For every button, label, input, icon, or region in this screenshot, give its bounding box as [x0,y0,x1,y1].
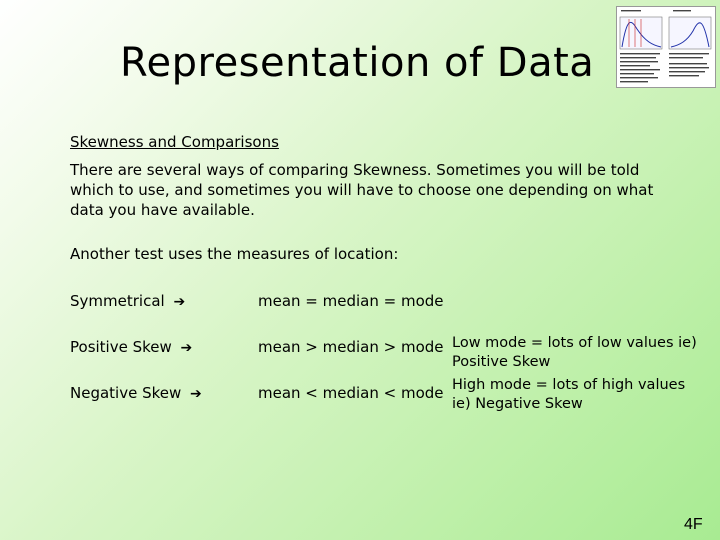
skew-graphs-thumbnail-image [617,7,715,87]
row-label-negative-skew [70,384,202,402]
row-label-positive-skew [70,338,192,356]
another-test-text: Another test uses the measures of location: [70,245,399,263]
right-arrow-icon: ➔ [180,340,193,356]
slide-title: Representation of Data [120,40,595,86]
note-low-mode: Low mode = lots of low values ie) Positive Skew [452,335,697,370]
note-high-mode: High mode = lots of high values ie) Negative Skew [452,377,686,412]
right-arrow-icon: ➔ [173,294,186,310]
row-label-symmetrical [70,292,185,310]
section-heading: Skewness and Comparisons [70,133,279,151]
intro-paragraph: There are several ways of comparing Skewness. Sometimes you will be told which to use, and sometimes you will have to choose one depending on what data you have available. [70,161,654,219]
row-label-text: Symmetrical [70,292,165,310]
slide-number: 4F [684,516,703,533]
skew-graphs-thumbnail [616,6,716,88]
row-formula-negative-skew: mean < median < mode [258,384,444,402]
row-label-text: Positive Skew [70,338,172,356]
row-formula-symmetrical: mean = median = mode [258,292,444,310]
row-formula-positive-skew: mean > median > mode [258,338,444,356]
row-label-text: Negative Skew [70,384,182,402]
right-arrow-icon: ➔ [190,386,202,402]
